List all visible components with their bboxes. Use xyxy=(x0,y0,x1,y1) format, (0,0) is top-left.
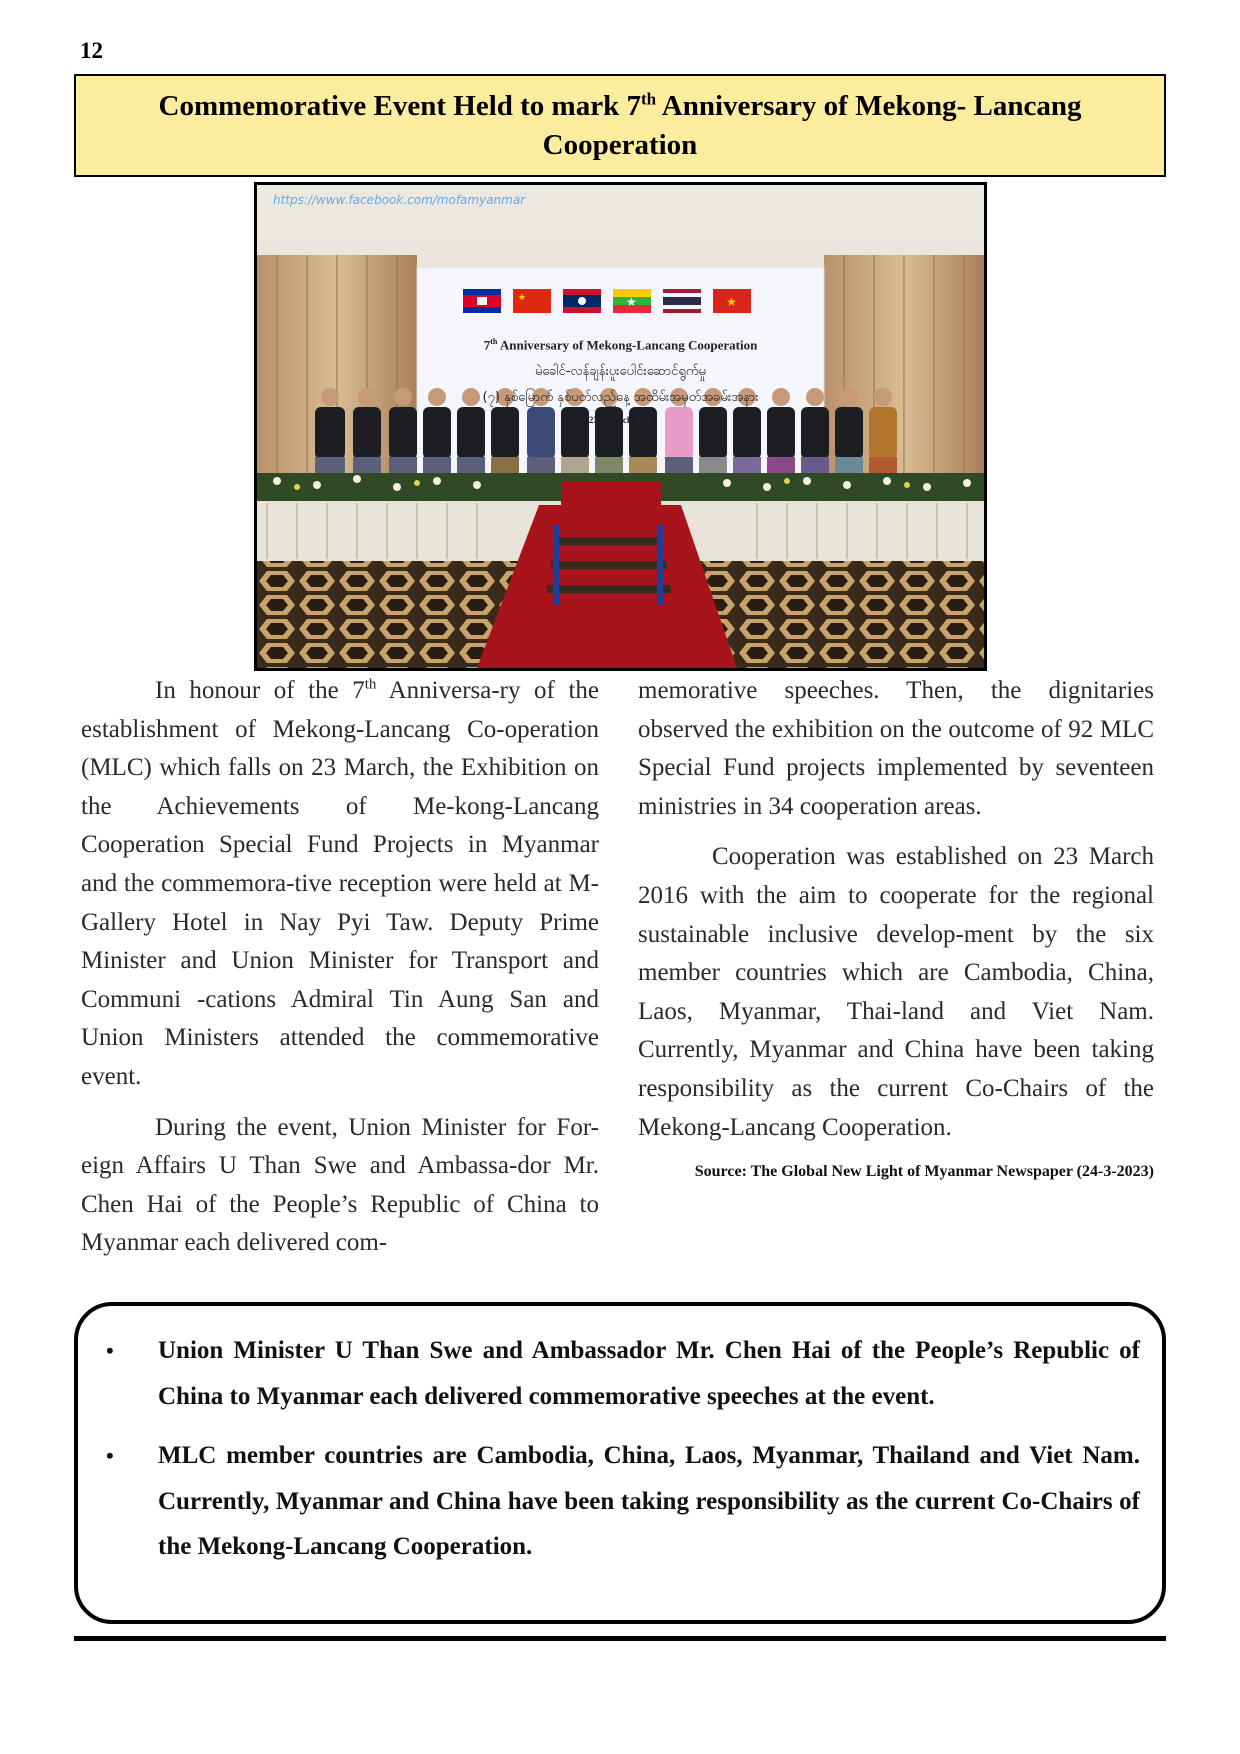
paragraph-1-rest: Anniversa-ry of the establishment of Mekong-Lancang Co-operation (MLC) which falls on 23 March, the Exhibition on the Achievements of Me-kong-Lancang Cooperation Special Fund Projects in Myanmar and the commemora-tive reception were held at M-Gallery Hotel in Nay Pyi Taw. Deputy Prime Minister and Union Minister for Transport and Communi -cations Admiral Tin Aung San and Union Ministers attended the commemorative event. xyxy=(81,677,599,1090)
svg-text:★: ★ xyxy=(518,292,527,302)
article-title xyxy=(129,87,1112,164)
banner-title-prefix: 7 xyxy=(483,337,491,353)
svg-text:★: ★ xyxy=(626,295,637,309)
key-points-box xyxy=(74,1302,1166,1624)
banner-myanmar-line2: (၇) နှစ်မြောက် နှစ်ပတ်လည်နေ့ အထိမ်းအမှတ်အခမ်းအနား xyxy=(482,390,759,405)
bottom-divider xyxy=(74,1636,1166,1641)
source-citation: Source: The Global New Light of Myanmar Newspaper (24-3-2023) xyxy=(694,1163,1154,1181)
article-title-box xyxy=(74,74,1166,177)
banner-title-superscript: th xyxy=(490,337,498,346)
banner-myanmar-line1: မဲခေါင်-လန်ချန်းပူးပေါင်းဆောင်ရွက်မှု xyxy=(535,364,706,379)
bullet-icon: • xyxy=(106,1443,114,1468)
title-line1-prefix: Commemorative Event Held to mark 7 xyxy=(158,89,641,122)
article-paragraph-4: Cooperation was established on 23 March 2016 with the aim to cooperate for the regional sustainable inclusive develop-ment by the six member countries which are Cambodia, China, Laos, Myanmar, Thai-land and Viet Nam. Currently, Myanmar and China have been taking responsibility as the current Co-Chairs of the Mekong-Lancang Cooperation. xyxy=(638,843,1154,1141)
banner-title-suffix: Anniversary of Mekong-Lancang Cooperation xyxy=(497,337,758,353)
event-photo xyxy=(254,182,987,671)
article-column-left xyxy=(81,672,599,1275)
bullet-icon: • xyxy=(106,1338,114,1363)
paragraph-1-start: In honour of the 7 xyxy=(155,677,365,704)
title-line1-suffix: Anniversary of Mekong- Lancang xyxy=(656,89,1082,122)
paragraph-1-superscript: th xyxy=(364,676,377,693)
banner-date xyxy=(257,415,984,425)
key-point-item xyxy=(106,1433,1140,1570)
article-paragraph-2: During the event, Union Minister for For-eign Affairs U Than Swe and Ambassa-dor Mr. Chen Hai of the People’s Republic of China to Myanmar each delivered com- xyxy=(81,1113,599,1257)
banner-date-suffix: March 2023 xyxy=(603,415,653,425)
article-paragraph-1 xyxy=(81,672,599,1097)
banner-title xyxy=(257,337,984,353)
banner-date-superscript: rd xyxy=(597,415,604,421)
key-points-list xyxy=(106,1328,1140,1570)
event-photo-illustration xyxy=(257,185,984,668)
photo-url-watermark: https://www.facebook.com/mofamyanmar xyxy=(273,193,526,207)
svg-text:★: ★ xyxy=(726,295,737,309)
key-point-text: MLC member countries are Cambodia, China, Laos, Myanmar, Thailand and Viet Nam. Currently, Myanmar and China have been taking responsibility as the current Co-Chairs of the Mekong-Lancang Cooperation. xyxy=(158,1442,1140,1560)
article-column-right xyxy=(638,672,1154,1183)
key-point-item xyxy=(106,1328,1140,1419)
article-paragraph-3: memorative speeches. Then, the dignitaries observed the exhibition on the outcome of 92 MLC Special Fund projects implemented by seventeen ministries in 34 cooperation areas. xyxy=(638,677,1154,820)
banner-date-prefix: 23 xyxy=(588,415,598,425)
page-number: 12 xyxy=(80,38,103,63)
title-superscript: th xyxy=(640,89,657,109)
title-line2: Cooperation xyxy=(542,128,698,161)
key-point-text: Union Minister U Than Swe and Ambassador Mr. Chen Hai of the People’s Republic of China to Myanmar each delivered commemorative speeches at the event. xyxy=(158,1337,1140,1410)
